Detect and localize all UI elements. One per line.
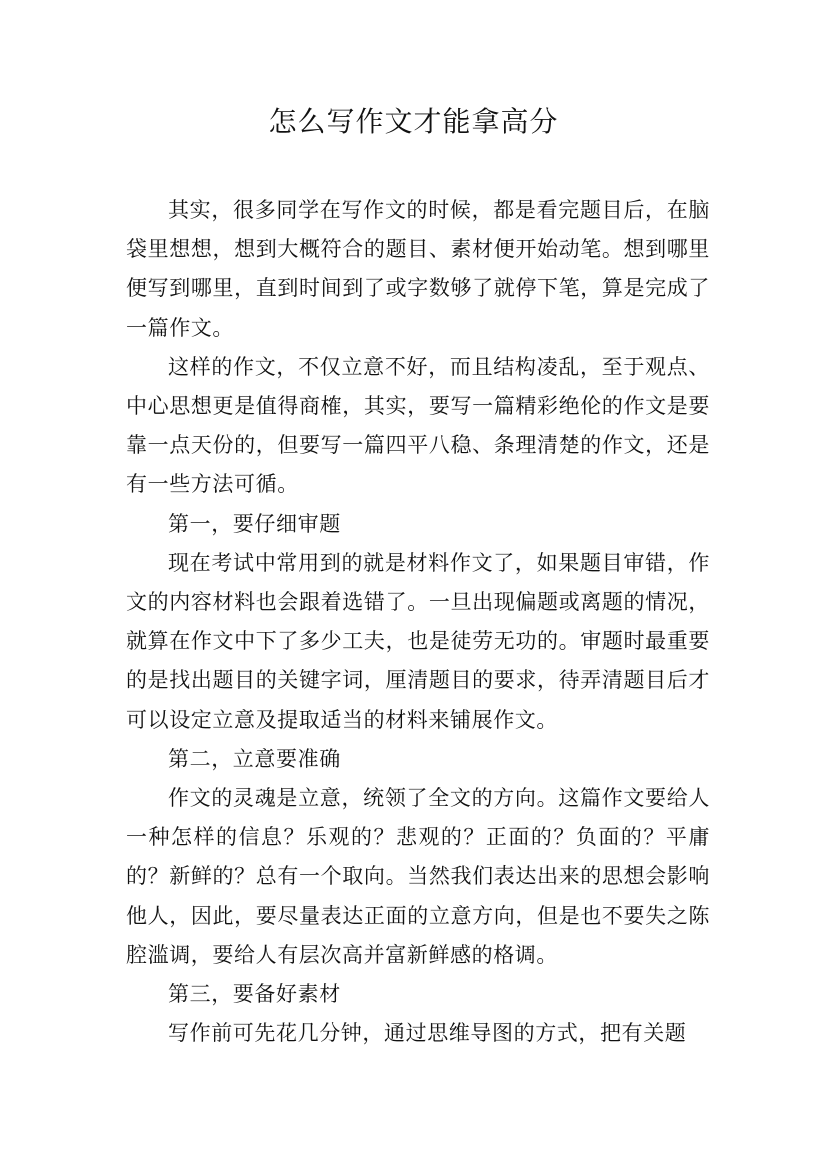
document-body [126, 191, 710, 1053]
paragraph-intro: 其实，很多同学在写作文的时候，都是看完题目后，在脑袋里想想，想到大概符合的题目、素材便开始动笔。想到哪里便写到哪里，直到时间到了或字数够了就停下笔，算是完成了一篇作文。 [126, 198, 710, 340]
paragraph-theme: 作文的灵魂是立意，统领了全文的方向。这篇作文要给人一种怎样的信息？乐观的？悲观的？正面的？负面的？平庸的？新鲜的？总有一个取向。当然我们表达出来的思想会影响他人，因此，要尽量表达正面的立意方向，但是也不要失之陈腔滥调，要给人有层次高并富新鲜感的格调。 [126, 786, 710, 967]
section-heading-1: 第一，要仔细审题 [168, 511, 341, 536]
paragraph-review-topic: 现在考试中常用到的就是材料作文了，如果题目审错，作文的内容材料也会跟着选错了。一旦出现偏题或离题的情况，就算在作文中下了多少工夫，也是徒劳无功的。审题时最重要的是找出题目的关键字词，厘清题目的要求，待弄清题目后才可以设定立意及提取适当的材料来铺展作文。 [126, 550, 710, 732]
paragraph-structure: 这样的作文，不仅立意不好，而且结构凌乱，至于观点、中心思想更是值得商榷，其实，要写一篇精彩绝伦的作文是要靠一点天份的，但要写一篇四平八稳、条理清楚的作文，还是有一些方法可循。 [126, 354, 710, 497]
paragraph-materials: 写作前可先花几分钟，通过思维导图的方式，把有关题 [168, 1021, 687, 1046]
section-heading-3: 第三，要备好素材 [168, 982, 341, 1007]
section-heading-2: 第二，立意要准确 [168, 746, 341, 771]
document-title: 怎么写作文才能拿高分 [268, 105, 559, 138]
